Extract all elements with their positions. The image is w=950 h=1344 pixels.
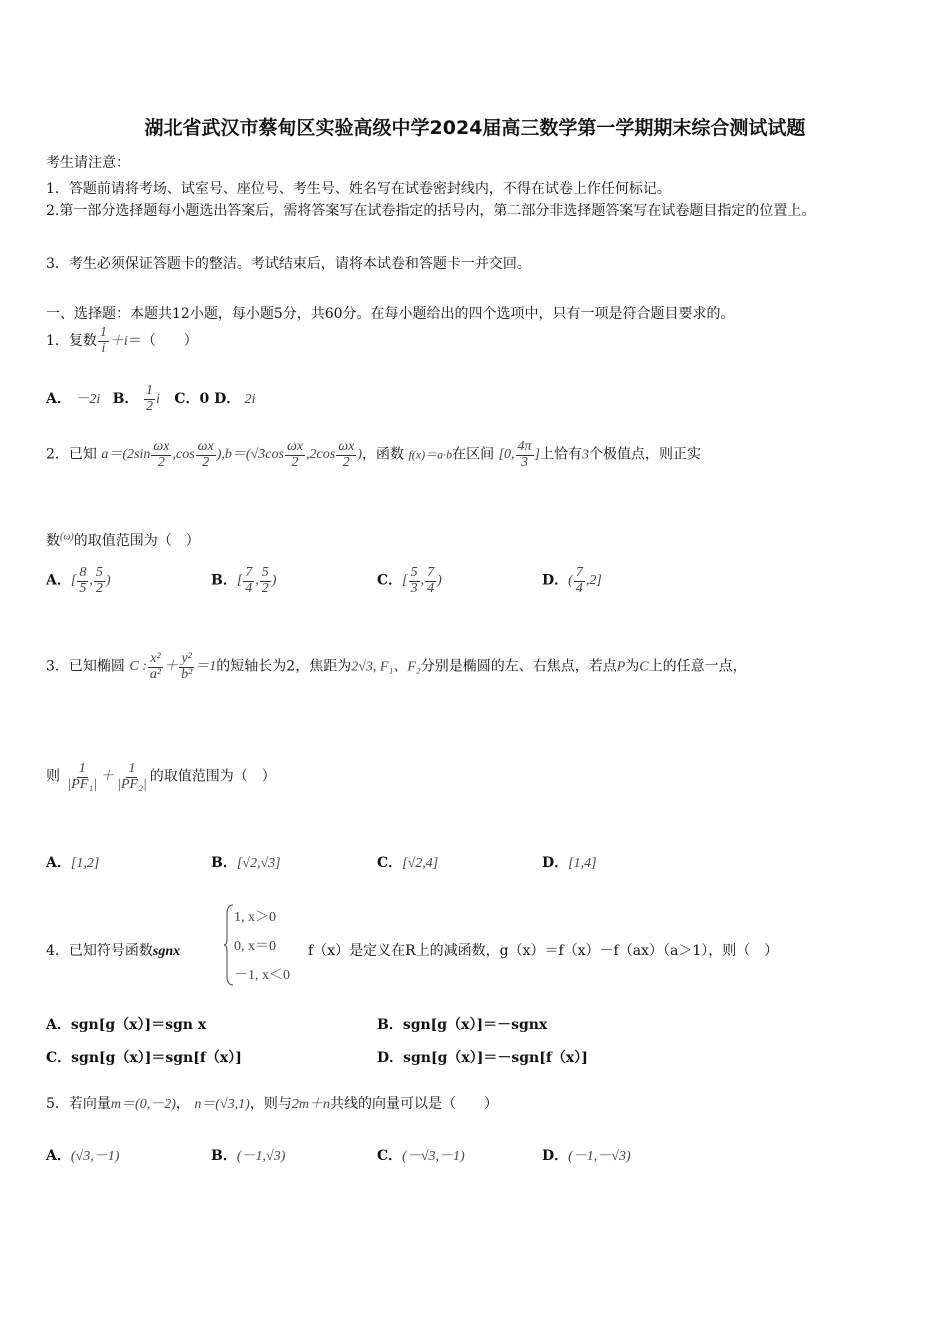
notice-item-2: 2.第一部分选择题每小题选出答案后，需将答案写在试卷指定的括号内，第二部分非选择题答案写在试卷题目指定的位置上。 xyxy=(46,203,816,219)
piecewise-case-3: －1, x＜0 xyxy=(234,968,290,983)
question-5-stem: 5．若向量m＝(0,－2)， n＝(√3,1)，则与2m＋n共线的向量可以是（ ） xyxy=(46,1096,498,1112)
q4-option-b[interactable]: B．sgn[g（x）]＝－sgnx xyxy=(377,1017,548,1033)
question-4-stem-post: f（x）是定义在R上的减函数，g（x）＝f（x）－f（ax）（a＞1），则（ ） xyxy=(308,943,779,959)
section-heading: 一、选择题：本题共12小题，每小题5分，共60分。在每小题给出的四个选项中，只有一项是符合题目要求的。 xyxy=(46,306,735,322)
q4-option-c[interactable]: C．sgn[g（x）]＝sgn[f（x）] xyxy=(46,1050,242,1066)
q2-option-a[interactable]: A．[ $\frac{8}{5}$ , $\frac{5}{2}$ ) xyxy=(46,565,111,596)
q4-option-a[interactable]: A．sgn[g（x）]＝sgn x xyxy=(46,1017,207,1033)
question-4-stem-pre: 4．已知符号函数sgnx xyxy=(46,943,181,959)
question-3-stem: 3．已知椭圆 C : $\frac{\text{x²}}{\text{a²}}$ ＋ $\frac{\text{y²}}{\text{b²}}$ ＝1的短轴长为2，焦距为2√3, F₁、F₂分别是椭圆的左、右焦点，若点P为C上的任意一点， xyxy=(46,651,747,682)
page-title: 湖北省武汉市蔡甸区实验高级中学2024届高三数学第一学期期末综合测试试题 xyxy=(144,117,806,139)
q3-option-a[interactable]: A．[1,2] xyxy=(46,855,100,871)
q2-option-c[interactable]: C．[ $\frac{5}{3}$ , $\frac{7}{4}$ ) xyxy=(377,565,442,596)
notice-item-3: 3．考生必须保证答题卡的整洁。考试结束后，请将本试卷和答题卡一并交回。 xyxy=(46,256,531,272)
fraction-1-over-i: $\frac{1}{i}$ xyxy=(99,325,107,356)
piecewise-case-2: 0, x＝0 xyxy=(234,939,276,954)
question-2-line2: 数$^{(\omega)}$的取值范围为（ ） xyxy=(46,531,200,549)
q4-option-d[interactable]: D．sgn[g（x）]＝－sgn[f（x）] xyxy=(377,1050,588,1066)
q5-option-b[interactable]: B．(－1,√3) xyxy=(211,1148,286,1164)
q2-option-d[interactable]: D．( $\frac{7}{4}$ ,2] xyxy=(542,565,602,596)
q5-option-d[interactable]: D．(－1,－√3) xyxy=(542,1148,631,1164)
vector-expression: a＝(2sin $\frac{\omega x}{2}$ ,cos $\frac{\omega x}{2}$ ),b＝(√3cos $\frac{\omega x}{2}$ ,2cos $\frac{\omega x}{2}$ ) xyxy=(101,439,362,470)
piecewise-brace xyxy=(224,904,234,986)
option-b-value: $\frac{1}{2}$ xyxy=(145,383,153,414)
question-3-line2: 则 $\frac{1}{\text{|PF₁|}}$ ＋ $\frac{1}{\text{|PF₂|}}$ 的取值范围为（ ） xyxy=(46,761,276,792)
q3-option-b[interactable]: B．[√2,√3] xyxy=(211,855,281,871)
question-1-stem: 1．复数 $\frac{1}{i}$ ＋i＝（ ） xyxy=(46,325,198,356)
q5-option-c[interactable]: C．(－√3,－1) xyxy=(377,1148,465,1164)
q3-option-d[interactable]: D．[1,4] xyxy=(542,855,597,871)
q3-option-c[interactable]: C．[√2,4] xyxy=(377,855,439,871)
notice-item-1: 1．答题前请将考场、试室号、座位号、考生号、姓名写在试卷密封线内，不得在试卷上作任何标记。 xyxy=(46,181,671,197)
notice-heading: 考生请注意： xyxy=(46,155,130,171)
question-1-options: A． －2i B． $\frac{1}{2}$ i C．0 D． 2i xyxy=(46,383,256,414)
q5-option-a[interactable]: A．(√3,－1) xyxy=(46,1148,120,1164)
piecewise-case-1: 1, x＞0 xyxy=(234,910,276,925)
question-2-stem: 2．已知 a＝(2sin $\frac{\omega x}{2}$ ,cos $\frac{\omega x}{2}$ ),b＝(√3cos $\frac{\omega x}{2}$ ,2cos $\frac{\omega x}{2}$ )，函数 f(x)＝a·b在区间 [0, $\frac{4\pi}{3}$ ]上恰有3个极值点，则正实 xyxy=(46,439,701,470)
q2-option-b[interactable]: B．[ $\frac{7}{4}$ , $\frac{5}{2}$ ) xyxy=(211,565,277,596)
